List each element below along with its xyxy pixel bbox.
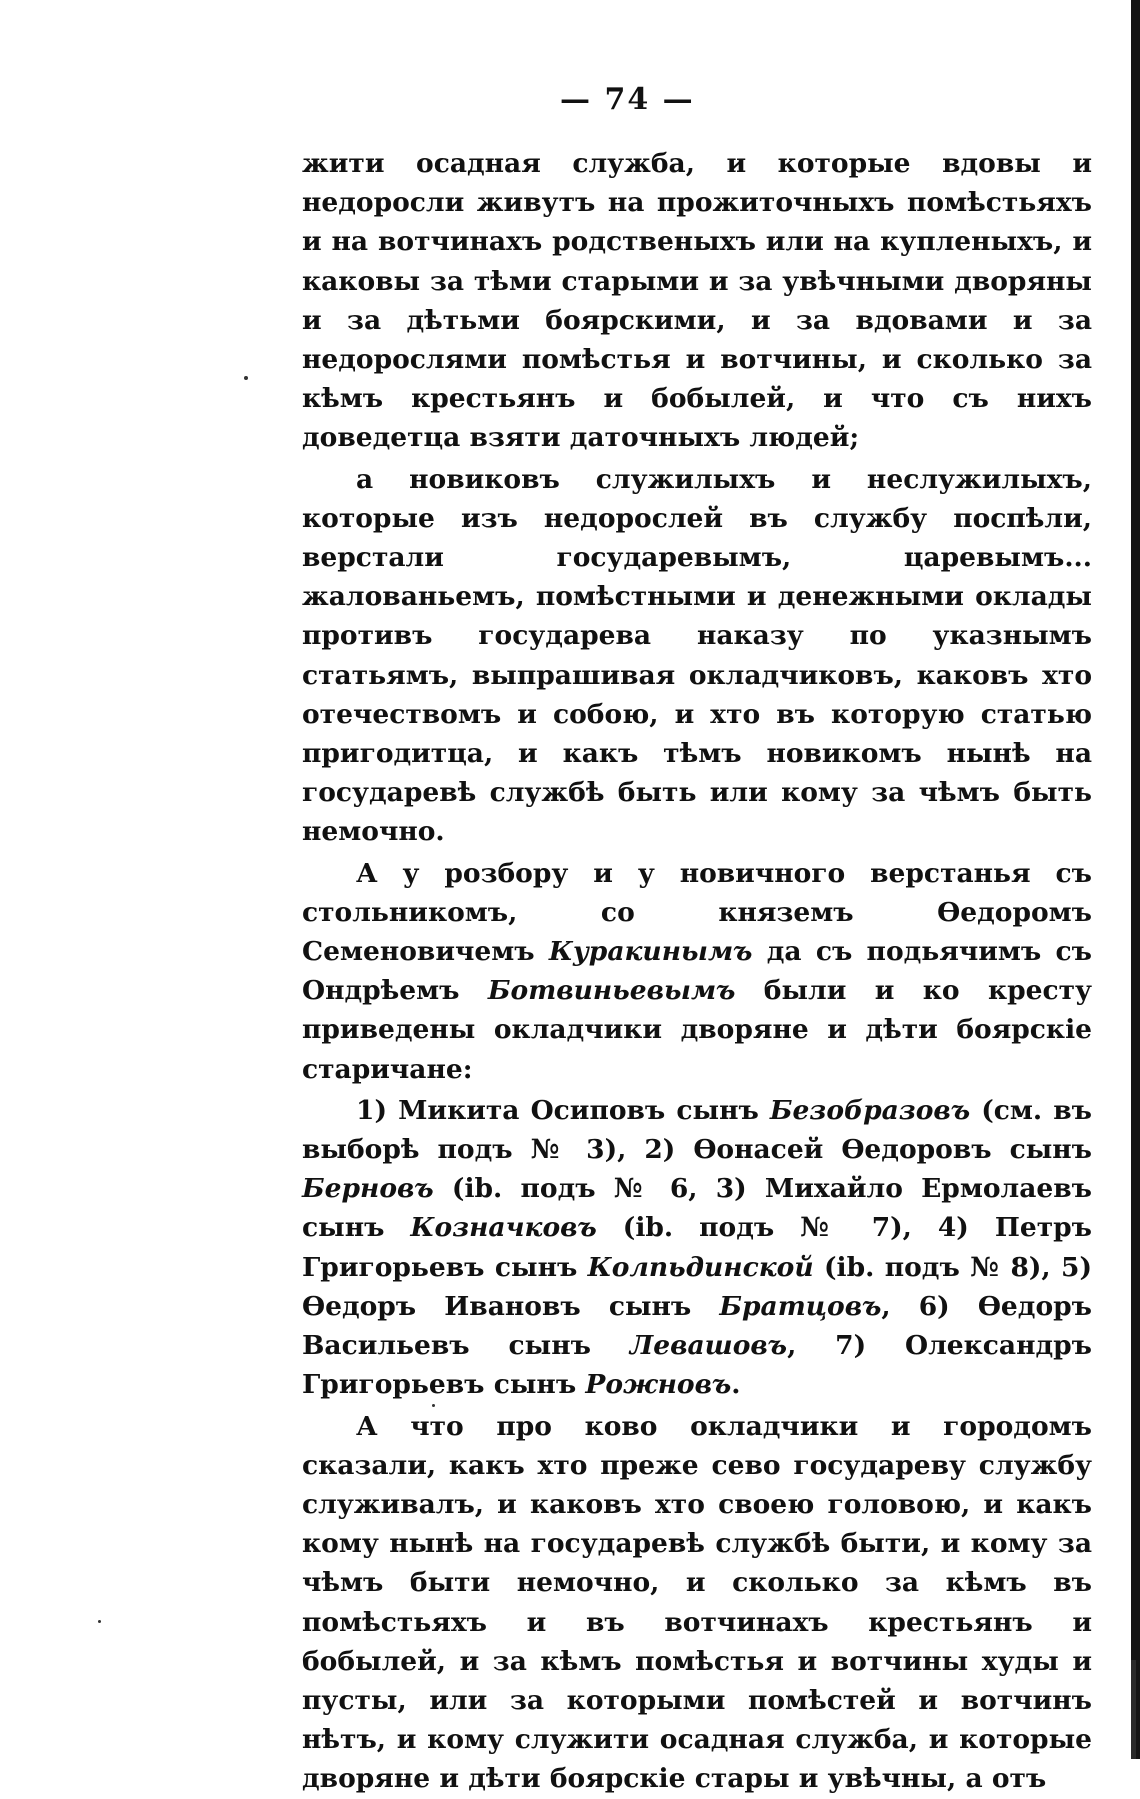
italic-name: Ботвиньевымъ bbox=[487, 975, 736, 1007]
paragraph-p2 bbox=[302, 460, 1092, 852]
text-run: (ib. подъ № 6, 3) Михайло Ермолаевъ сынъ bbox=[302, 1173, 1092, 1244]
text-run: жити осадная служба, и которые вдовы и недоросли живутъ на прожиточныхъ помѣстьяхъ и на вотчинахъ родственыхъ или на купленыхъ, и каковы за тѣми старыми и за увѣчными дворяны и за дѣтьми боярскими, и за вдовами и за недорослями помѣстья и вотчины, и сколько за кѣмъ крестьянъ и бобылей, и что съ нихъ доведетца взяти даточныхъ людей; bbox=[302, 148, 1092, 454]
italic-name: Колпьдинской bbox=[587, 1251, 814, 1283]
text-run: а новиковъ служилыхъ и неслужилыхъ, которые изъ недорослей въ службу поспѣли, верстали государевымъ, царевымъ... жалованьемъ, помѣстными и денежными оклады противъ государева наказу по указнымъ статьямъ, выпрашивая окладчиковъ, каковъ хто отечествомъ и собою, и хто въ которую статью пригодитца, и какъ тѣмъ новикомъ нынѣ на государевѣ службѣ быть или кому за чѣмъ быть немочно. bbox=[302, 463, 1092, 848]
scan-edge-shadow-lower bbox=[1131, 1660, 1136, 1759]
paragraph-p1 bbox=[302, 144, 1092, 458]
scan-speck bbox=[432, 1404, 435, 1407]
text-run: (ib. подъ № 8), 5) Ѳедоръ Ивановъ сынъ bbox=[302, 1251, 1092, 1322]
italic-name: Берновъ bbox=[302, 1173, 434, 1205]
italic-name: Братцовъ bbox=[719, 1290, 882, 1322]
scan-edge-shadow bbox=[1131, 0, 1140, 1759]
paragraph-p5 bbox=[302, 1407, 1092, 1799]
italic-name: Безобразовъ bbox=[769, 1094, 971, 1126]
scan-speck bbox=[98, 1620, 101, 1623]
scan-speck bbox=[244, 376, 248, 380]
paragraph-p3 bbox=[302, 854, 1092, 1089]
page-number: — 74 — bbox=[560, 82, 695, 117]
text-run: А что про ково окладчики и городомъ сказали, какъ хто преже сево государеву службу служивалъ, и каковъ хто своею головою, и какъ кому нынѣ на государевѣ службѣ быти, и кому за чѣмъ быти немочно, и сколько за кѣмъ въ помѣстьяхъ и въ вотчинахъ крестьянъ и бобылей, и за кѣмъ помѣстья и вотчины худы и пусты, или за которыми помѣстей и вотчинъ нѣтъ, и кому служити осадная служба, и которые дворяне и дѣти боярскіе стары и увѣчны, а отъ bbox=[302, 1410, 1092, 1795]
italic-name: Левашовъ bbox=[629, 1330, 788, 1362]
text-run: А у розбору и у новичного верстанья съ стольникомъ, со княземъ Ѳедоромъ Семеновичемъ bbox=[302, 857, 1092, 968]
text-run: были и ко кресту приведены окладчики дворяне и дѣти боярскіе старичане: bbox=[302, 975, 1092, 1085]
text-run: , 7) Олександръ Григорьевъ сынъ bbox=[302, 1330, 1092, 1401]
body-text bbox=[302, 144, 1092, 1799]
italic-name: Рожновъ bbox=[585, 1369, 732, 1401]
paragraph-p4 bbox=[302, 1091, 1092, 1405]
text-run: (ib. подъ № 7), 4) Петръ Григорьевъ сынъ bbox=[302, 1212, 1092, 1283]
text-run: . bbox=[731, 1369, 741, 1401]
text-run: , 6) Ѳедоръ Васильевъ сынъ bbox=[302, 1290, 1092, 1362]
text-run: да съ подьячимъ съ Ондрѣемъ bbox=[302, 936, 1092, 1007]
text-run: (см. въ выборѣ подъ № 3), 2) Ѳонасей Ѳедоровъ сынъ bbox=[302, 1094, 1092, 1166]
italic-name: Куракинымъ bbox=[548, 936, 753, 968]
text-run: 1) Микита Осиповъ сынъ bbox=[356, 1094, 770, 1126]
italic-name: Козначковъ bbox=[410, 1212, 597, 1244]
